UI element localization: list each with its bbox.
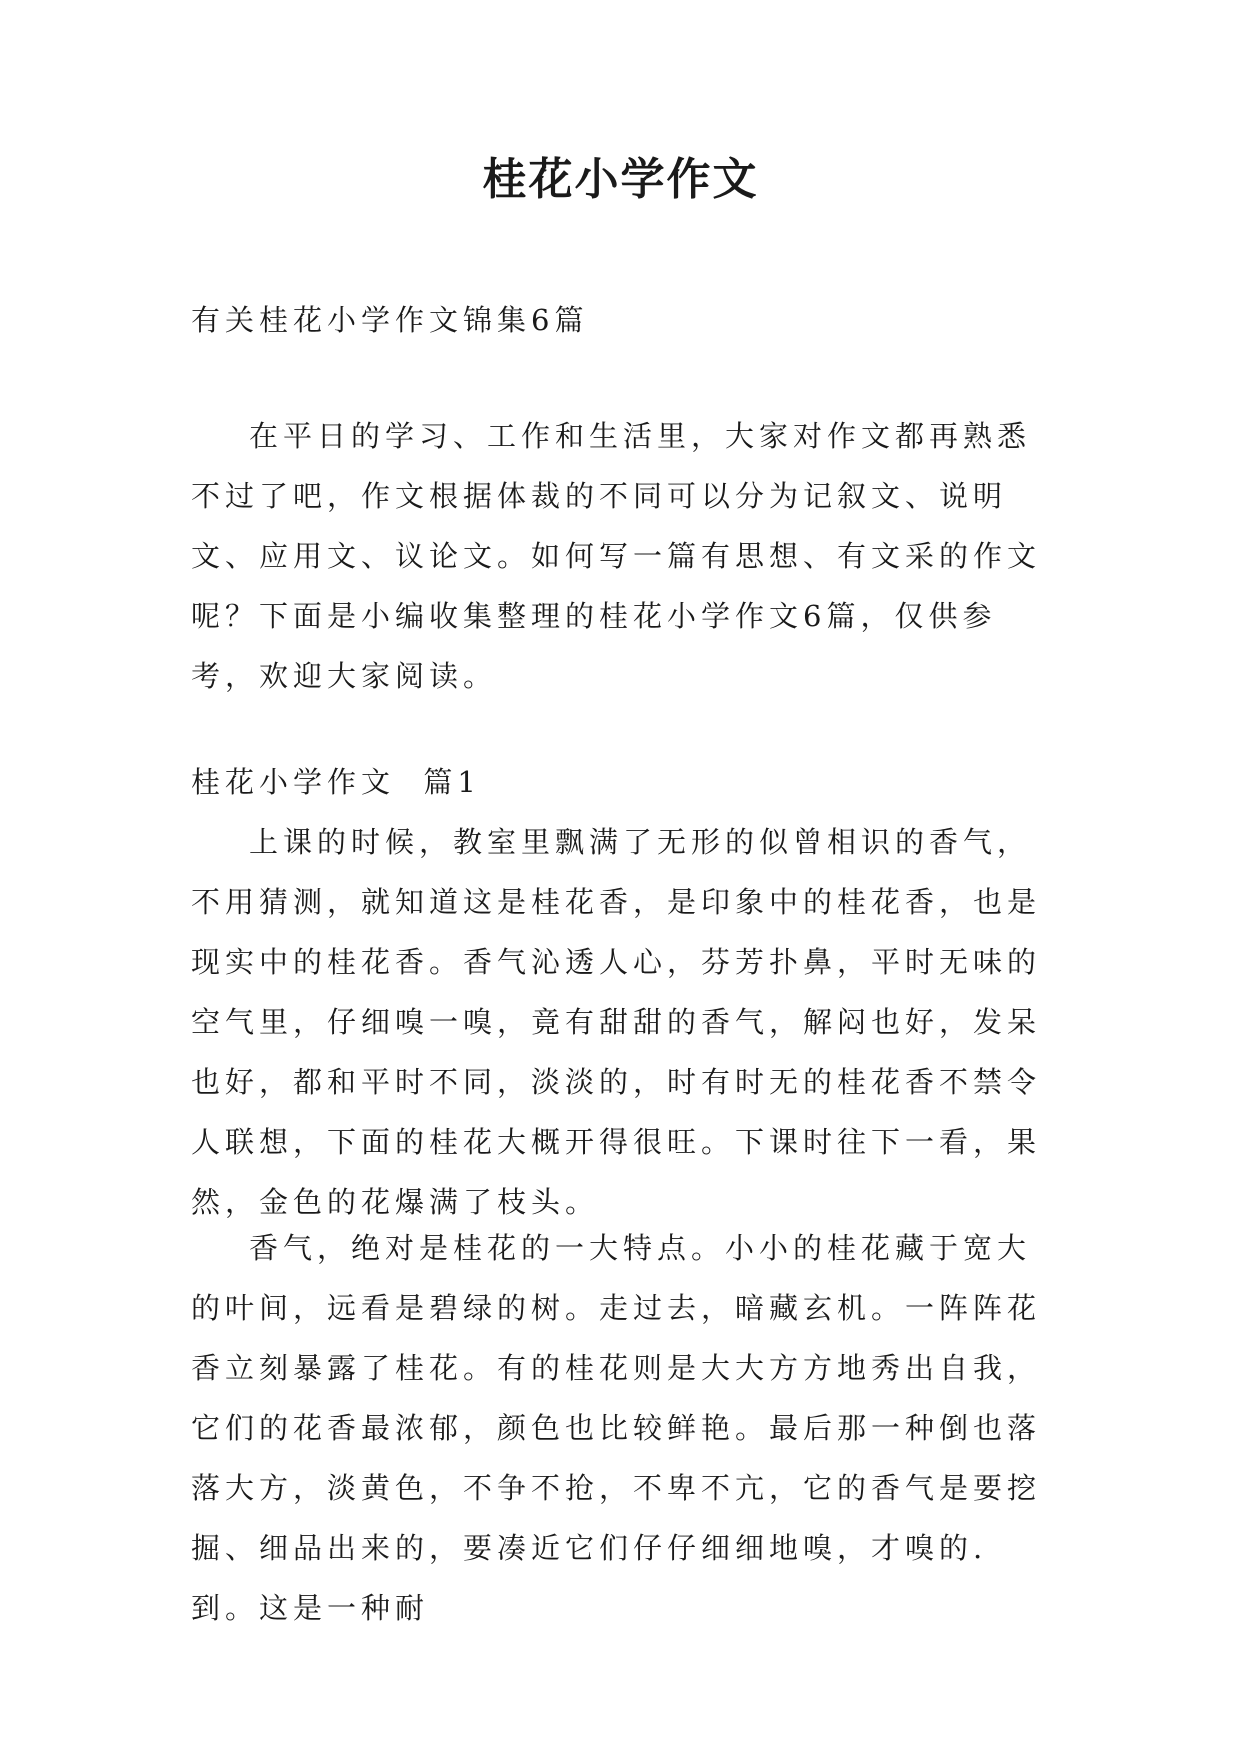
document-subtitle: 有关桂花小学作文锦集6篇 [191,303,589,337]
page-title: 桂花小学作文 [482,154,759,205]
body-paragraph: 香气，绝对是桂花的一大特点。小小的桂花藏于宽大的叶间，远看是碧绿的树。走过去，暗藏玄机。一阵阵花香立刻暴露了桂花。有的桂花则是大大方方地秀出自我，它们的花香最浓郁，颜色也比较鲜艳。最后那一种倒也落落大方，淡黄色，不争不抢，不卑不亢，它的香气是要挖掘、细品出来的，要凑近它们仔仔细细地嗅，才嗅的.到。这是一种耐 [191,1231,1042,1625]
section-heading: 桂花小学作文 篇1 [191,765,481,799]
intro-paragraph: 在平日的学习、工作和生活里，大家对作文都再熟悉不过了吧，作文根据体裁的不同可以分为记叙文、说明文、应用文、议论文。如何写一篇有思想、有文采的作文呢？下面是小编收集整理的桂花小学作文6篇，仅供参考，欢迎大家阅读。 [191,419,1042,693]
body-paragraph: 上课的时候，教室里飘满了无形的似曾相识的香气，不用猜测，就知道这是桂花香，是印象中的桂花香，也是现实中的桂花香。香气沁透人心，芬芳扑鼻，平时无味的空气里，仔细嗅一嗅，竟有甜甜的香气，解闷也好，发呆也好，都和平时不同，淡淡的，时有时无的桂花香不禁令人联想，下面的桂花大概开得很旺。下课时往下一看，果然，金色的花爆满了枝头。 [191,825,1042,1219]
